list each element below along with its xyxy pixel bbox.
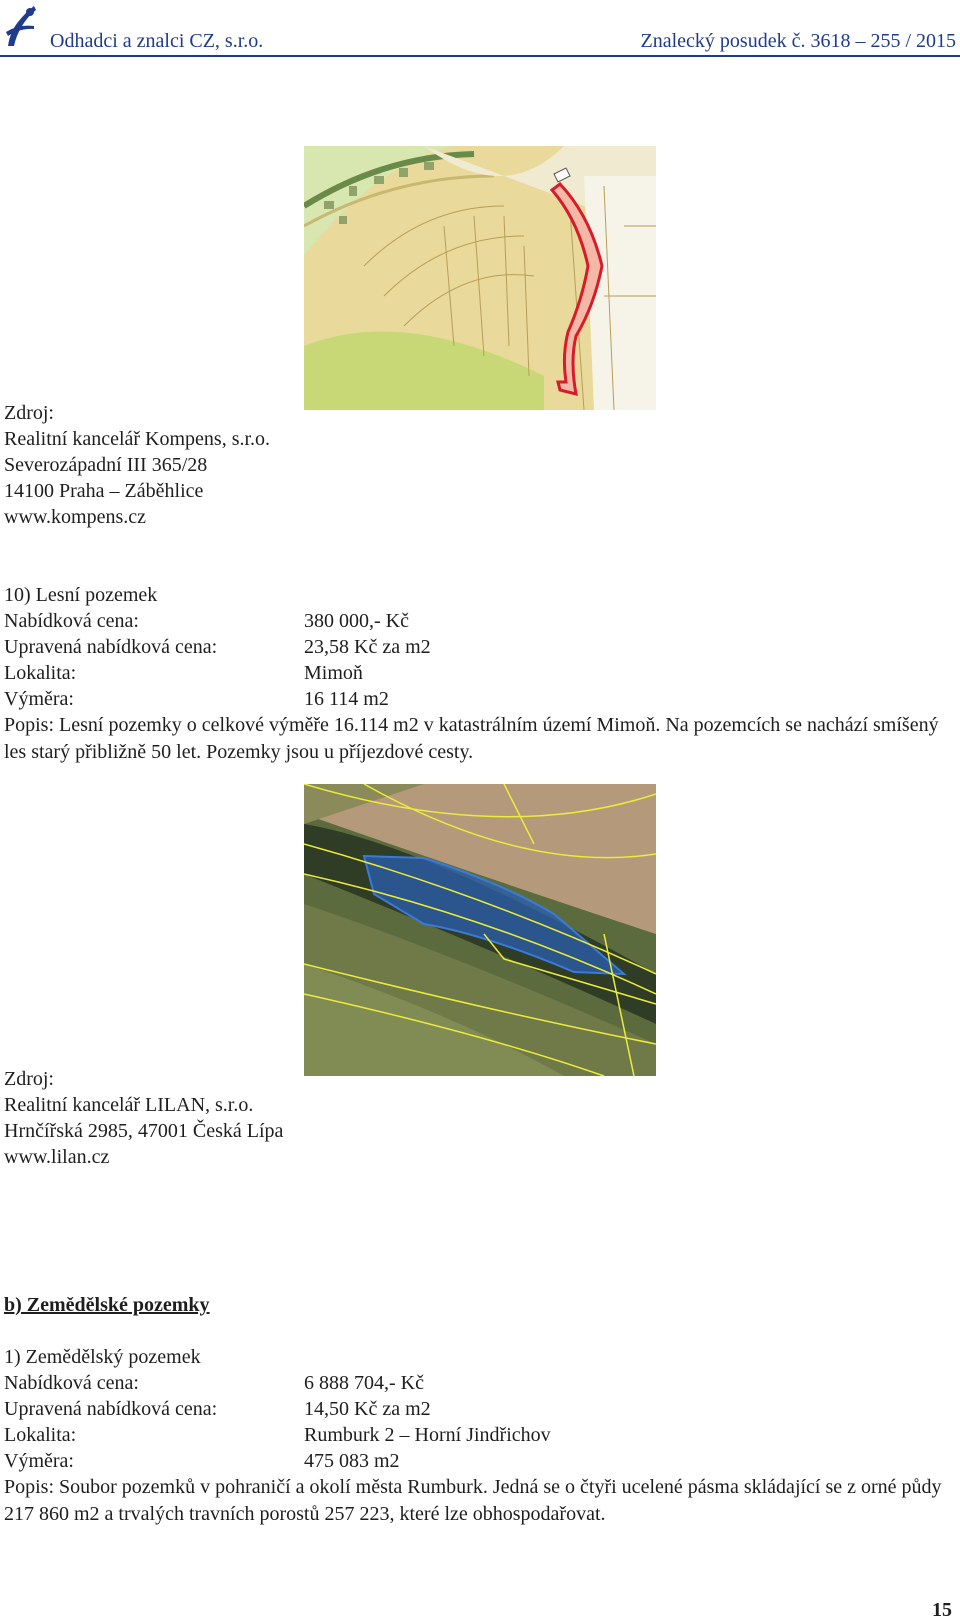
header-divider — [0, 55, 960, 57]
area-label: Výměra: — [4, 688, 74, 710]
area-value: 475 083 m2 — [304, 1450, 400, 1472]
source-title: Zdroj: — [4, 1068, 54, 1090]
page-header — [0, 0, 960, 60]
listing-heading: 1) Zemědělský pozemek — [4, 1346, 201, 1368]
offer-price-label: Nabídková cena: — [4, 610, 139, 632]
adjusted-price-value: 23,58 Kč za m2 — [304, 636, 431, 658]
source-website[interactable]: www.kompens.cz — [4, 506, 147, 528]
cadastral-map-image — [304, 146, 656, 410]
area-value: 16 114 m2 — [304, 688, 389, 710]
adjusted-price-label: Upravená nabídková cena: — [4, 636, 218, 658]
source-title: Zdroj: — [4, 402, 54, 424]
offer-price-label: Nabídková cena: — [4, 1372, 139, 1394]
aerial-map-image — [304, 784, 656, 1076]
offer-price-value: 6 888 704,- Kč — [304, 1372, 424, 1394]
listing-description: Popis: Lesní pozemky o celkové výměře 16.114 m2 v katastrálním území Mimoň. Na pozemcích se nachází smíšený les starý přibližně 50 let. Pozemky jsou u příjezdové cesty. — [4, 714, 939, 763]
area-label: Výměra: — [4, 1450, 74, 1472]
listing-description: Popis: Soubor pozemků v pohraničí a okolí města Rumburk. Jedná se o čtyři ucelené pásma skládající se z orné půdy 217 860 m2 a trvalých travních porostů 257 223, které lze obhospodařovat. — [4, 1476, 942, 1525]
source-street: Severozápadní III 365/28 — [4, 454, 208, 476]
source-website[interactable]: www.lilan.cz — [4, 1146, 110, 1168]
source-city: 14100 Praha – Záběhlice — [4, 480, 204, 502]
report-number: Znalecký posudek č. 3618 – 255 / 2015 — [640, 30, 956, 52]
location-value: Mimoň — [304, 662, 363, 684]
adjusted-price-label: Upravená nabídková cena: — [4, 1398, 218, 1420]
page-number: 15 — [932, 1599, 952, 1621]
source-agency: Realitní kancelář LILAN, s.r.o. — [4, 1094, 254, 1116]
location-label: Lokalita: — [4, 1424, 77, 1446]
company-name: Odhadci a znalci CZ, s.r.o. — [50, 30, 264, 52]
company-logo-icon — [4, 2, 38, 50]
section-heading: b) Zemědělské pozemky — [4, 1294, 210, 1316]
location-value: Rumburk 2 – Horní Jindřichov — [304, 1424, 551, 1446]
source-address: Hrnčířská 2985, 47001 Česká Lípa — [4, 1120, 284, 1142]
source-agency: Realitní kancelář Kompens, s.r.o. — [4, 428, 271, 450]
adjusted-price-value: 14,50 Kč za m2 — [304, 1398, 431, 1420]
location-label: Lokalita: — [4, 662, 77, 684]
listing-heading: 10) Lesní pozemek — [4, 584, 158, 606]
offer-price-value: 380 000,- Kč — [304, 610, 409, 632]
